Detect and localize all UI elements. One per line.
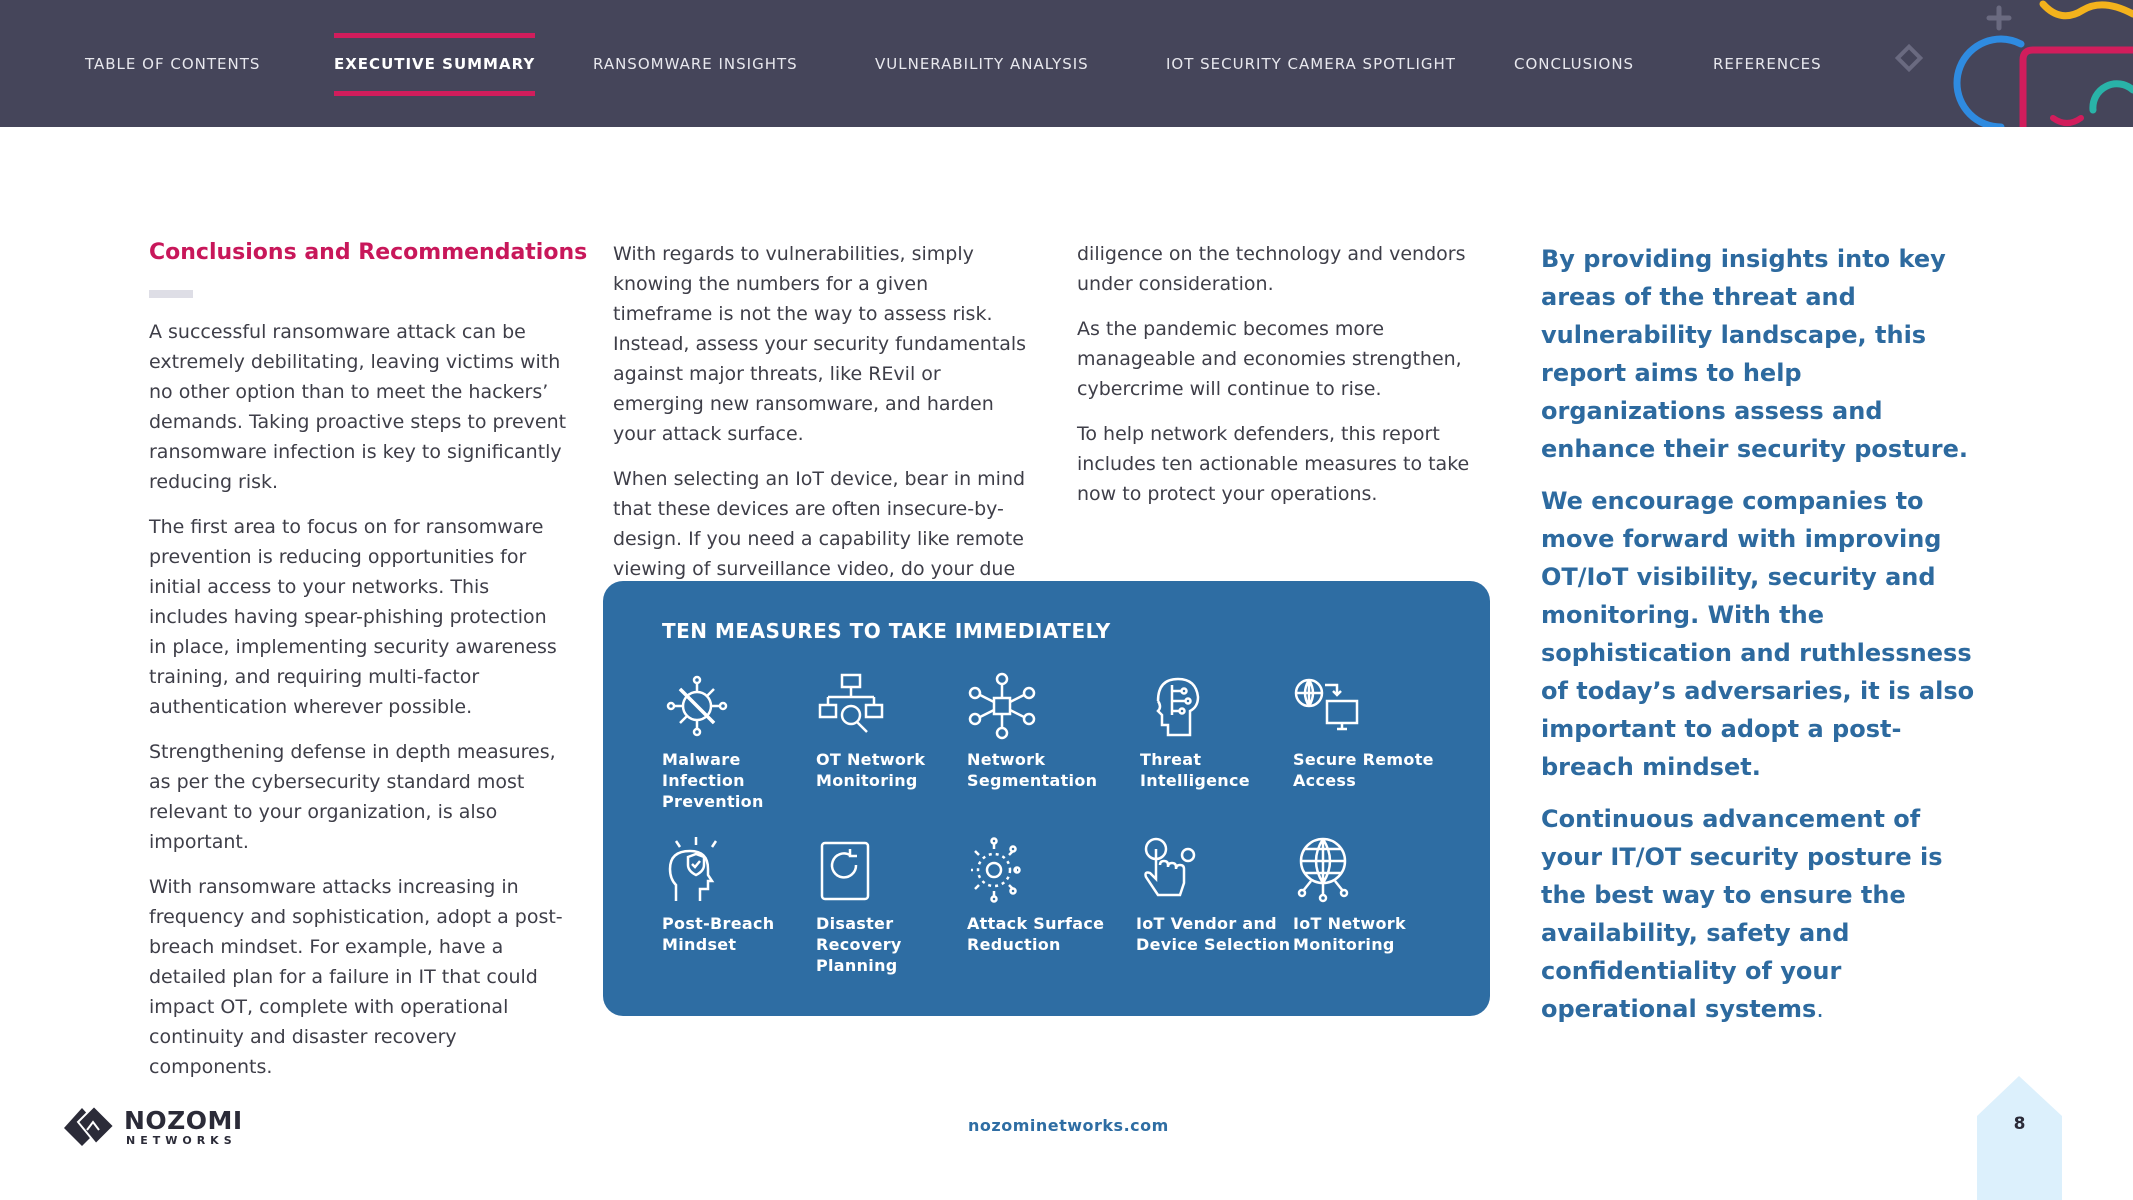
measure-label: Threat Intelligence: [1140, 750, 1250, 790]
measure-label: Malware Infection Prevention: [662, 750, 764, 811]
title-divider: [149, 290, 193, 298]
network-magnifier-icon: [816, 671, 886, 741]
page-number: 8: [2013, 1114, 2026, 1134]
paragraph: When selecting an IoT device, bear in mind that these devices are often insecure-by-design. If you need a capability like remote viewing of surveillance video, do your due: [613, 468, 1026, 580]
pull-quote-period: .: [1816, 995, 1824, 1023]
column-1: [149, 317, 569, 1097]
paragraph: The first area to focus on for ransomware prevention is reducing opportunities for initial access to your networks. This includes having spear-phishing protection in place, implementing security awareness training, and requiring multi-factor authentication wherever possible.: [149, 516, 557, 718]
head-shield-icon: [662, 835, 732, 905]
measure-label: Network Segmentation: [967, 750, 1098, 790]
globe-network-icon: [1293, 835, 1363, 905]
paragraph: diligence on the technology and vendors under consideration.: [1077, 243, 1466, 295]
measure-label: Attack Surface Reduction: [967, 914, 1105, 954]
measure-label: Secure Remote Access: [1293, 750, 1434, 790]
logo-wordmark: NOZOMI: [124, 1106, 243, 1135]
nav-ransomware-insights[interactable]: RANSOMWARE INSIGHTS: [593, 55, 798, 73]
paragraph: To help network defenders, this report includes ten actionable measures to take now to protect your operations.: [1077, 423, 1470, 505]
website-link[interactable]: nozominetworks.com: [968, 1116, 1169, 1135]
pull-quote-paragraph: [1541, 800, 1981, 1028]
pull-quote-text: Continuous advancement of your IT/OT security posture is the best way to ensure the availability, safety and confidentiality of your operational systems: [1541, 805, 1943, 1023]
column-3: [1077, 239, 1497, 524]
nav-references[interactable]: REFERENCES: [1713, 55, 1822, 73]
nav-conclusions[interactable]: CONCLUSIONS: [1514, 55, 1635, 73]
pull-quote-paragraph: By providing insights into key areas of the threat and vulnerability landscape, this report aims to help organizations assess and enhance their security posture.: [1541, 245, 1968, 463]
recovery-cycle-icon: [816, 835, 886, 905]
page-tab-shape: [1977, 1076, 2062, 1200]
measure-label: IoT Vendor and Device Selection: [1136, 914, 1291, 954]
virus-blocked-icon: [662, 671, 732, 741]
nozomi-logo-icon: [60, 1100, 122, 1150]
section-title: Conclusions and Recommendations: [149, 240, 588, 265]
measures-title: TEN MEASURES TO TAKE IMMEDIATELY: [662, 619, 1111, 643]
ten-measures-panel: [603, 581, 1490, 1016]
pull-quote: [1541, 240, 1981, 1042]
paragraph: With ransomware attacks increasing in frequency and sophistication, adopt a post-breach mindset. For example, have a detailed plan for a failure in IT that could impact OT, complete with operational continuity and disaster recovery components.: [149, 876, 563, 1078]
measure-label: Disaster Recovery Planning: [816, 914, 902, 975]
pull-quote-paragraph: We encourage companies to move forward with improving OT/IoT visibility, security and monitoring. With the sophistication and ruthlessness of today’s adversaries, it is also important to adopt a post-breach mindset.: [1541, 487, 1975, 781]
nav-vulnerability-analysis[interactable]: VULNERABILITY ANALYSIS: [875, 55, 1089, 73]
nav-iot-security-camera-spotlight[interactable]: IOT SECURITY CAMERA SPOTLIGHT: [1166, 55, 1456, 73]
brain-circuit-icon: [1140, 671, 1210, 741]
nav-table-of-contents[interactable]: TABLE OF CONTENTS: [85, 55, 261, 73]
measure-label: OT Network Monitoring: [816, 750, 926, 790]
measure-label: IoT Network Monitoring: [1293, 914, 1406, 954]
decorative-shapes-icon: [1853, 0, 2133, 127]
paragraph: With regards to vulnerabilities, simply knowing the numbers for a given timeframe is not the way to assess risk. Instead, assess your security fundamentals against major threats, like REvil or emerging new ransomware, and harden your attack surface.: [613, 243, 1027, 445]
top-navigation: [0, 0, 2133, 127]
globe-monitor-icon: [1293, 671, 1363, 741]
virus-cluster-icon: [967, 835, 1037, 905]
paragraph: As the pandemic becomes more manageable and economies strengthen, cybercrime will continue to rise.: [1077, 318, 1462, 400]
logo-subwordmark: NETWORKS: [126, 1134, 237, 1147]
measure-label: Post-Breach Mindset: [662, 914, 775, 954]
nozomi-logo[interactable]: [60, 1100, 243, 1154]
column-2: [613, 239, 1033, 599]
hand-touch-icon: [1136, 835, 1206, 905]
paragraph: Strengthening defense in depth measures, as per the cybersecurity standard most relevant to your organization, is also important.: [149, 741, 556, 853]
network-nodes-icon: [967, 671, 1037, 741]
nav-executive-summary[interactable]: EXECUTIVE SUMMARY: [334, 50, 535, 78]
paragraph: A successful ransomware attack can be extremely debilitating, leaving victims with no other option than to meet the hackers’ demands. Taking proactive steps to prevent ransomware infection is key to significantly reducing risk.: [149, 321, 567, 493]
